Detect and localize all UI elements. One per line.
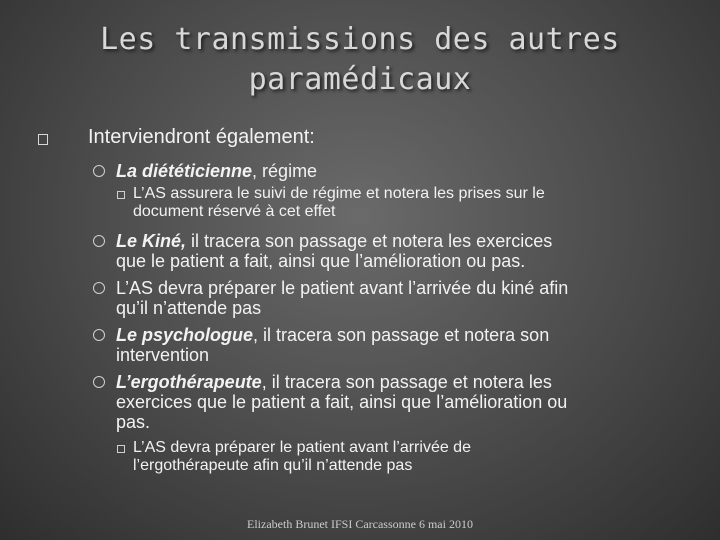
item-dieteticienne <box>116 161 317 181</box>
item-psychologue-title: Le psychologue <box>116 325 254 345</box>
item-ergotherapeute-title: L’ergothérapeute <box>116 372 262 392</box>
item-ergotherapeute-line3: pas. <box>116 412 151 432</box>
title-line-2: paramédicaux <box>248 62 472 97</box>
item-kine-rest: il tracera son passage et notera les exercices <box>186 231 553 251</box>
subitem-as-regime-line1: L’AS assurera le suivi de régime et notera les prises sur le <box>133 185 545 202</box>
slide-title <box>60 20 660 100</box>
item-psychologue <box>116 325 706 365</box>
subitem-as-regime <box>133 185 713 221</box>
circle-bullet-icon <box>93 329 105 341</box>
item-kine <box>116 231 706 271</box>
box-bullet-icon <box>38 134 48 145</box>
item-as-kine-line2: qu’il n’attende pas <box>116 298 262 318</box>
subitem-as-regime-line2: document réservé à cet effet <box>133 203 336 220</box>
square-bullet-icon <box>117 445 125 453</box>
circle-bullet-icon <box>93 235 105 247</box>
item-kine-line2: que le patient a fait, ainsi que l’amélioration ou pas. <box>116 251 526 271</box>
item-psychologue-rest: , il tracera son passage et notera son <box>253 325 550 345</box>
subitem-as-ergo-line1: L’AS devra préparer le patient avant l’arrivée de <box>133 439 471 456</box>
subitem-as-ergo-line2: l’ergothérapeute afin qu’il n’attende pas <box>133 457 413 474</box>
item-dieteticienne-title: La diététicienne <box>116 161 253 181</box>
title-line-1: Les transmissions des autres <box>100 22 620 57</box>
slide-footer: Elizabeth Brunet IFSI Carcassonne 6 mai 2010 <box>247 517 473 531</box>
circle-bullet-icon <box>93 165 105 177</box>
circle-bullet-icon <box>93 282 105 294</box>
item-psychologue-line2: intervention <box>116 345 210 365</box>
item-as-kine <box>116 278 706 318</box>
item-ergotherapeute-rest: , il tracera son passage et notera les <box>261 372 552 392</box>
item-kine-title: Le Kiné, <box>116 231 187 251</box>
item-as-kine-line1: L’AS devra préparer le patient avant l’arrivée du kiné afin <box>116 278 569 298</box>
item-ergotherapeute <box>116 372 706 432</box>
circle-bullet-icon <box>93 376 105 388</box>
square-bullet-icon <box>117 191 125 199</box>
subitem-as-ergo <box>133 439 693 475</box>
level1-heading: Interviendront également: <box>88 126 315 148</box>
item-ergotherapeute-line2: exercices que le patient a fait, ainsi que l’amélioration ou <box>116 392 568 412</box>
item-dieteticienne-rest: , régime <box>252 161 318 181</box>
